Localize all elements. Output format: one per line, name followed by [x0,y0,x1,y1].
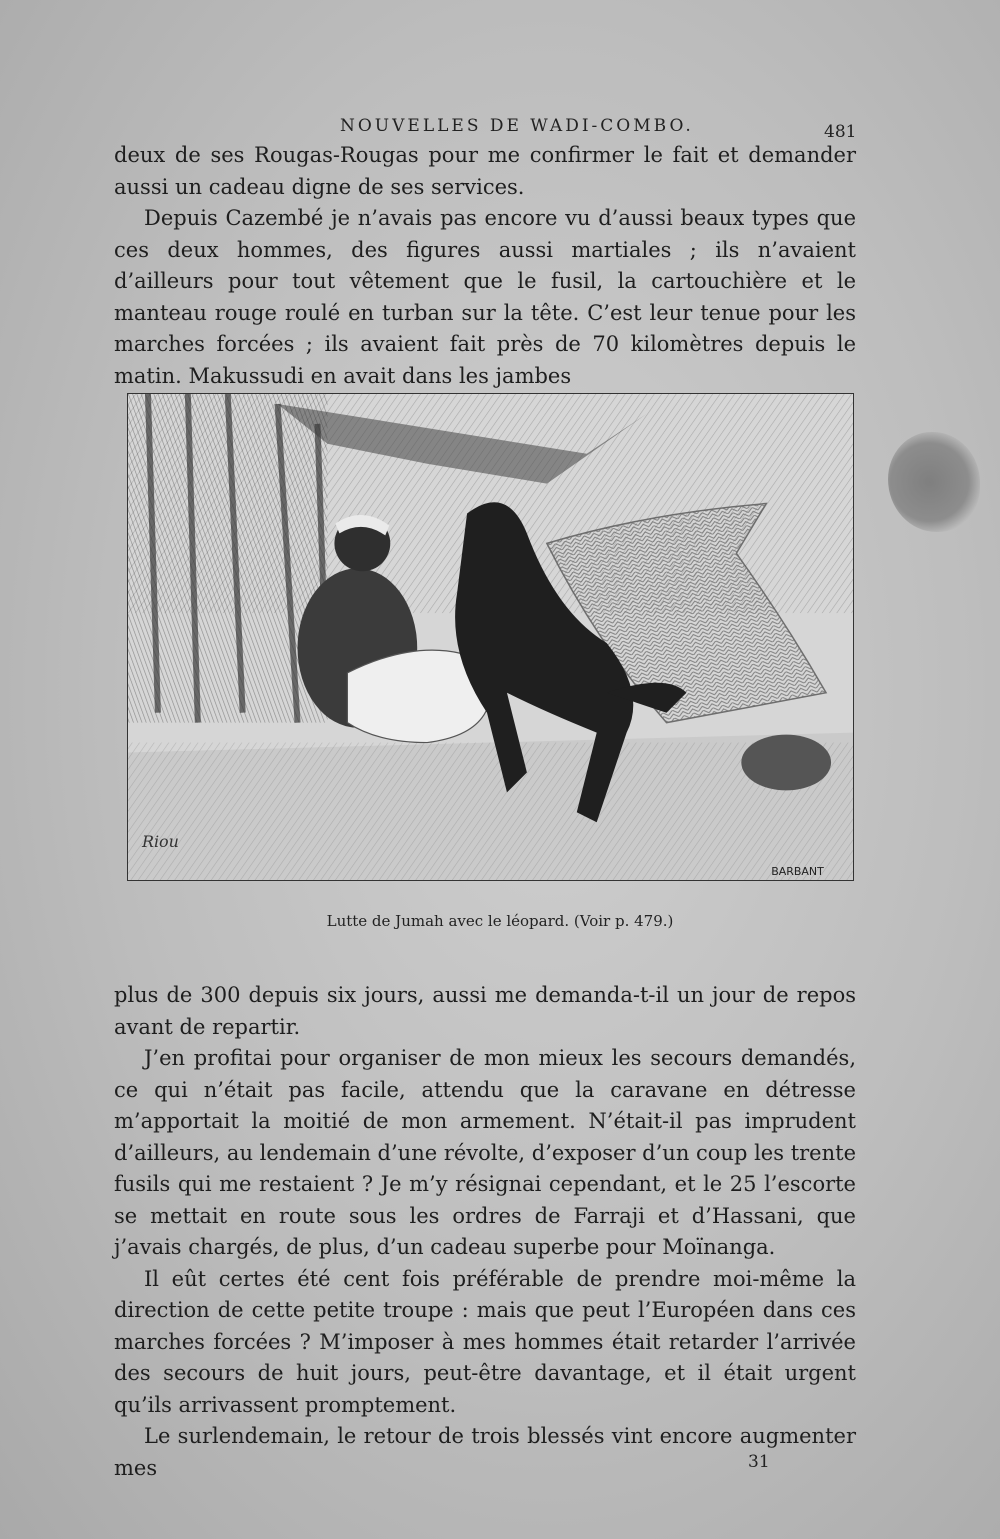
paragraph: plus de 300 depuis six jours, aussi me demanda-t-il un jour de repos avant de repartir. [114,983,856,1039]
engraving-illustration [127,393,854,881]
signature-mark: 31 [748,1452,770,1472]
paragraph: J’en profitai pour organiser de mon mieux les secours demandés, ce qui n’était pas facile, attendu que la caravane en détresse m’apportait la moitié de mon armement. N’était-il pas imprudent d’ailleurs, au lendemain d’une révolte, d’exposer d’un coup les trente fusils qui me restaient ? Je m’y résignai cependant, et le 25 l’escorte se mettait en route sous les ordres de Farraji et d’Hassani, que j’avais chargés, de plus, d’un cadeau superbe pour Moïnanga. [114,1046,856,1259]
engraver-signature: BARBANT [771,865,824,879]
paragraph: Il eût certes été cent fois préférable de prendre moi-même la direction de cette petite troupe : mais que peut l’Européen dans ces marches forcées ? M’imposer à mes hommes était retarder l’arrivée des secours de huit jours, peut-être davantage, et il était urgent qu’ils arrivassent promptement. [114,1266,856,1417]
figure-caption: Lutte de Jumah avec le léopard. (Voir p. 479.) [326,912,674,930]
paper-stain [888,432,980,532]
artist-monogram: Riou [141,832,179,852]
paragraph: deux de ses Rougas-Rougas pour me confirmer le fait et demander aussi un cadeau digne de ses services. [114,143,856,199]
top-text-block [114,140,856,392]
running-title: NOUVELLES DE WADI-COMBO. [340,116,694,136]
paragraph: Depuis Cazembé je n’avais pas encore vu d’aussi beaux types que ces deux hommes, des figures aussi martiales ; ils n’avaient d’ailleurs pour tout vêtement que le fusil, la cartouchière et le manteau rouge roulé en turban sur la tête. C’est leur tenue pour les marches forcées ; ils avaient fait près de 70 kilomètres depuis le matin. Makussudi en avait dans les jambes [114,206,856,388]
page-number: 481 [824,122,857,142]
paragraph: Le surlendemain, le retour de trois blessés vint encore augmenter mes [114,1424,856,1480]
engraving-picture [128,394,853,880]
bottom-text-block [114,980,856,1484]
